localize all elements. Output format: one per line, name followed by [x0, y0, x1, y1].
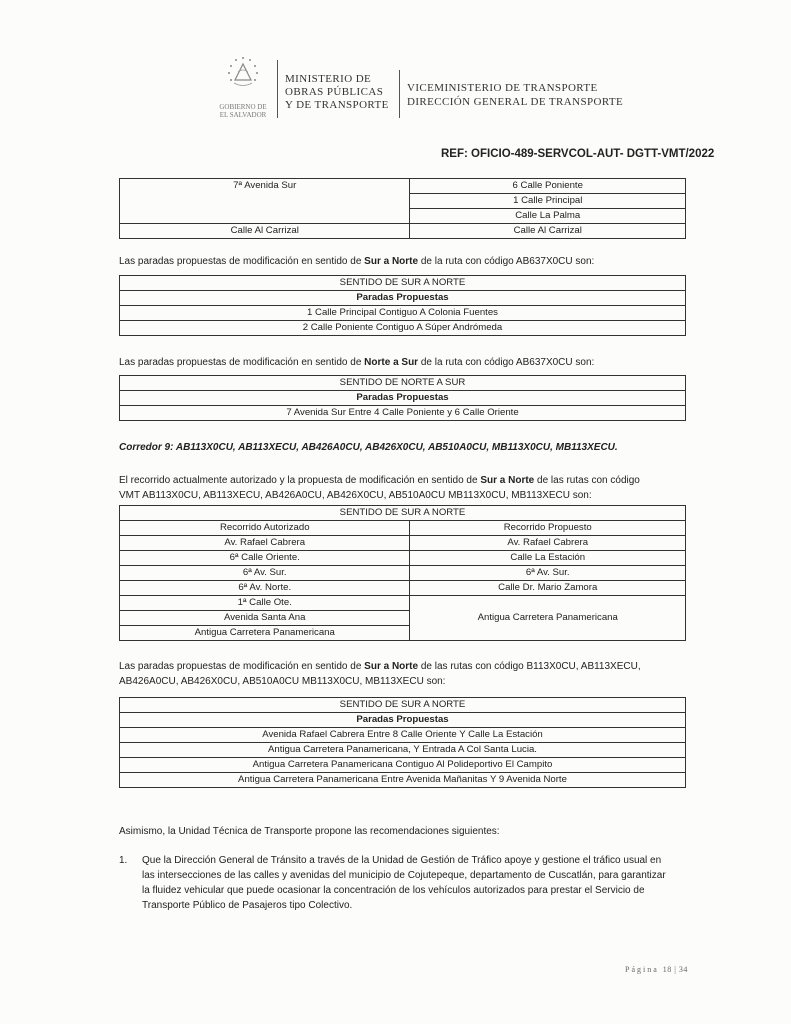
- table-row: Antigua Carretera Panamericana, Y Entrada A Col Santa Lucia.: [120, 743, 686, 758]
- table-cell: Calle Dr. Mario Zamora: [410, 581, 686, 596]
- table-title: SENTIDO DE SUR A NORTE: [120, 698, 686, 713]
- ministry-name: MINISTERIO DE OBRAS PÚBLICAS Y DE TRANSPORTE: [285, 73, 389, 111]
- stops-table-north-south: [119, 375, 686, 421]
- government-seal: [222, 52, 264, 102]
- table-subtitle: Paradas Propuestas: [120, 391, 686, 406]
- stops-table-corridor-9: [119, 697, 686, 788]
- table-subtitle: Paradas Propuestas: [120, 291, 686, 306]
- table-row: Avenida Rafael Cabrera Entre 8 Calle Oriente Y Calle La Estación: [120, 728, 686, 743]
- list-item: Que la Dirección General de Tránsito a través de la Unidad de Gestión de Tráfico apoye y gestione el tráfico usual en las intersecciones de las calles y avenidas del municipio de Cojutepeque, departamento de Cuscatlán, para garantizar la fluidez vehicular que puede ocasionar la concentración de los vehículos autorizados para prestar el Servicio de Transporte Público de Pasajeros tipo Colectivo.: [142, 855, 666, 911]
- table-cell: Calle La Estación: [410, 551, 686, 566]
- table-cell: Av. Rafael Cabrera: [410, 536, 686, 551]
- table-row: Antigua Carretera Panamericana Contiguo Al Polideportivo El Campito: [120, 758, 686, 773]
- paragraph: Asimismo, la Unidad Técnica de Transporte propone las recomendaciones siguientes:: [119, 826, 500, 837]
- table-cell: 6 Calle Poniente: [410, 179, 686, 194]
- vice-ministry-name: VICEMINISTERIO DE TRANSPORTE DIRECCIÓN GENERAL DE TRANSPORTE: [407, 82, 624, 108]
- table-cell: 6ª Calle Oriente.: [120, 551, 410, 566]
- table-cell: Av. Rafael Cabrera: [120, 536, 410, 551]
- table-row: Antigua Carretera Panamericana Entre Avenida Mañanitas Y 9 Avenida Norte: [120, 773, 686, 788]
- route-comparison-table: [119, 505, 686, 641]
- seal-icon: [222, 52, 264, 102]
- paragraph: Las paradas propuestas de modificación en sentido de Norte a Sur de la ruta con código AB637X0CU son:: [119, 357, 595, 368]
- table-cell: 1 Calle Principal: [410, 194, 686, 209]
- list-number: 1.: [119, 855, 128, 866]
- table-row: 1 Calle Principal Contiguo A Colonia Fuentes: [120, 306, 686, 321]
- logo-caption: GOBIERNO DE EL SALVADOR: [219, 103, 267, 119]
- table-cell: Calle Al Carrizal: [120, 224, 410, 239]
- table-cell: Antigua Carretera Panamericana: [120, 626, 410, 641]
- header-divider-1: [277, 60, 278, 118]
- table-title: SENTIDO DE SUR A NORTE: [120, 276, 686, 291]
- table-row: 7 Avenida Sur Entre 4 Calle Poniente y 6 Calle Oriente: [120, 406, 686, 421]
- route-continuation-table: [119, 178, 686, 239]
- paragraph: El recorrido actualmente autorizado y la propuesta de modificación en sentido de Sur a Norte de las rutas con código VMT AB113X0CU, AB113XECU, AB426A0CU, AB426X0CU, AB510A0CU MB113X0CU, MB113XECU son:: [119, 475, 640, 501]
- table-cell: Avenida Santa Ana: [120, 611, 410, 626]
- table-cell: 1ª Calle Ote.: [120, 596, 410, 611]
- table-row: 2 Calle Poniente Contiguo A Súper Andrómeda: [120, 321, 686, 336]
- table-title: SENTIDO DE NORTE A SUR: [120, 376, 686, 391]
- table-cell: Antigua Carretera Panamericana: [410, 596, 686, 641]
- table-title: SENTIDO DE SUR A NORTE: [120, 506, 686, 521]
- column-header: Recorrido Propuesto: [410, 521, 686, 536]
- page-number: Página 18 | 34: [625, 965, 688, 974]
- header-divider-2: [399, 70, 400, 118]
- reference-code: REF: OFICIO-489-SERVCOL-AUT- DGTT-VMT/2022: [441, 148, 715, 160]
- table-cell: Calle Al Carrizal: [410, 224, 686, 239]
- table-cell: Calle La Palma: [410, 209, 686, 224]
- table-cell: 6ª Av. Sur.: [120, 566, 410, 581]
- paragraph: Las paradas propuestas de modificación en sentido de Sur a Norte de la ruta con código AB637X0CU son:: [119, 256, 595, 267]
- stops-table-south-north: [119, 275, 686, 336]
- corridor-heading: Corredor 9: AB113X0CU, AB113XECU, AB426A0CU, AB426X0CU, AB510A0CU, MB113X0CU, MB113XECU.: [119, 442, 618, 453]
- paragraph: Las paradas propuestas de modificación en sentido de Sur a Norte de las rutas con código B113X0CU, AB113XECU, AB426A0CU, AB426X0CU, AB510A0CU MB113X0CU, MB113XECU son:: [119, 661, 641, 687]
- table-cell: 6ª Av. Norte.: [120, 581, 410, 596]
- column-header: Recorrido Autorizado: [120, 521, 410, 536]
- table-subtitle: Paradas Propuestas: [120, 713, 686, 728]
- table-cell: 6ª Av. Sur.: [410, 566, 686, 581]
- table-cell: 7ª Avenida Sur: [120, 179, 410, 224]
